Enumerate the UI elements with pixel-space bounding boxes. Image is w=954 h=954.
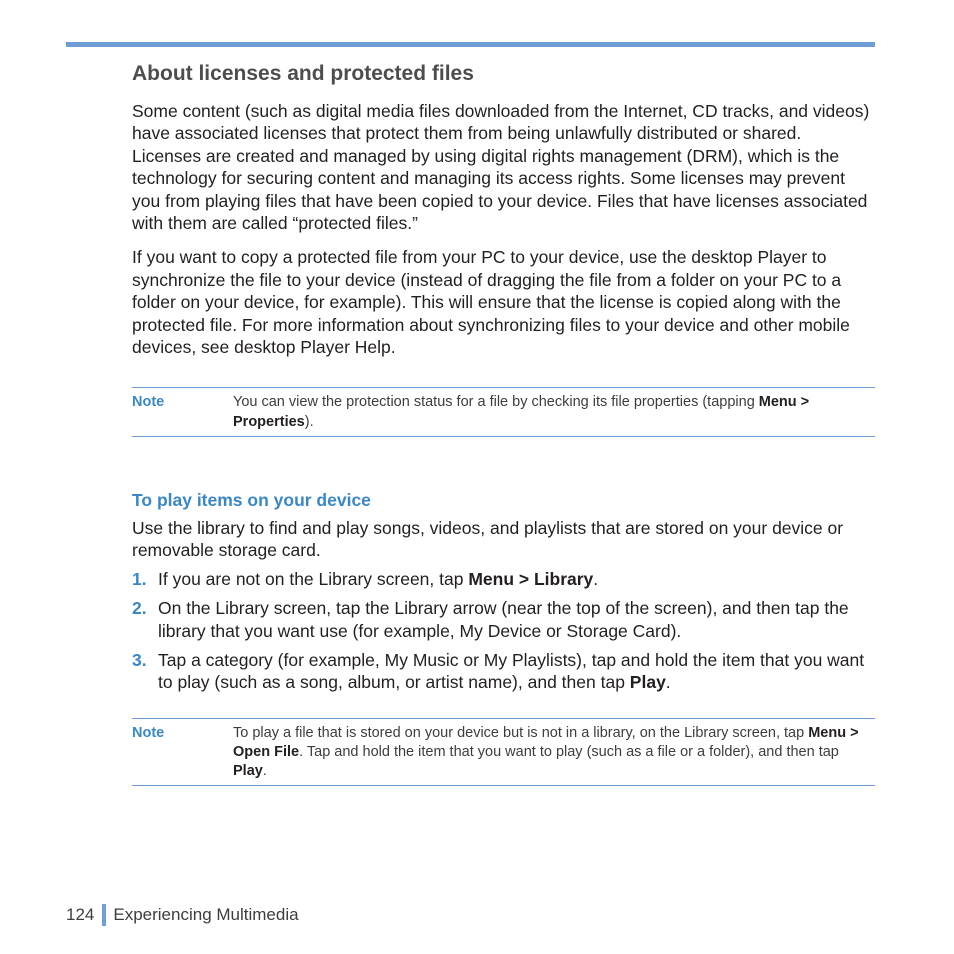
- note-text-part: To play a file that is stored on your device but is not in a library, on the Library screen, tap: [233, 724, 809, 741]
- note-label: Note: [132, 394, 165, 411]
- note-text: [233, 724, 875, 782]
- paragraph-licenses: Some content (such as digital media files downloaded from the Internet, CD tracks, and videos) have associated licenses that protect them from being unlawfully distributed or shared. Licenses are created and managed by using digital rights management (DRM), which is the technology for securing content and managing its access rights. Some licenses may prevent you from playing files that have been copied to your device. Files that have licenses associated with them are called “protected files.”: [132, 101, 870, 234]
- step-text: [158, 597, 875, 642]
- list-item: [132, 568, 875, 590]
- note-text-part: . Tap and hold the item that you want to play (such as a file or a folder), and then tap: [299, 743, 839, 760]
- list-item: [132, 597, 875, 642]
- page-content: [132, 60, 875, 786]
- step-number: 1.: [132, 568, 147, 589]
- note-label: Note: [132, 724, 165, 741]
- note-box-open-file: [132, 718, 875, 787]
- page-footer: [66, 904, 299, 926]
- section-heading: About licenses and protected files: [132, 62, 474, 85]
- note-box-protection: [132, 387, 875, 436]
- step-text-part: Tap a category (for example, My Music or My Playlists), tap and hold the item that you want to play (such as a song, album, or artist name), and then tap: [158, 649, 865, 693]
- note-bold-menu-open-file: Menu > Open File: [233, 724, 859, 760]
- step-text-part: .: [665, 672, 671, 693]
- step-text: [158, 649, 875, 694]
- list-item: [132, 649, 875, 694]
- paragraph-copy-protected: If you want to copy a protected file from your PC to your device, use the desktop Player to synchronize the file to your device (instead of dragging the file from a folder on your PC to a folder on your device, for example). This will ensure that the license is copied along with the protected file. For more information about synchronizing files to your device and other mobile devices, see desktop Player Help.: [132, 247, 850, 358]
- subheading-play-items: To play items on your device: [132, 489, 371, 510]
- step-text-part: .: [593, 568, 599, 589]
- step-number: 3.: [132, 649, 147, 670]
- step-text-part: On the Library screen, tap the Library arrow (near the top of the screen), and then tap the library that you want use (for example, My Device or Storage Card).: [158, 598, 849, 641]
- note-text-part: .: [262, 763, 267, 780]
- step-bold: Play: [629, 672, 666, 693]
- step-text: [158, 568, 598, 590]
- footer-divider: [102, 904, 106, 926]
- note-text-part: ).: [304, 413, 314, 430]
- step-text-part: If you are not on the Library screen, tap: [158, 568, 469, 589]
- footer-section-title: Experiencing Multimedia: [113, 905, 299, 924]
- step-bold: Menu > Library: [468, 568, 594, 589]
- note-text: [233, 393, 875, 431]
- header-rule: [66, 42, 875, 47]
- note-bold-play: Play: [233, 763, 263, 780]
- page-number: 124: [66, 905, 95, 924]
- step-number: 2.: [132, 598, 147, 619]
- note-text-part: You can view the protection status for a file by checking its file properties (tapping: [233, 394, 759, 411]
- note-bold-menu-properties: Menu > Properties: [233, 394, 810, 430]
- paragraph-library-intro: Use the library to find and play songs, videos, and playlists that are stored on your device or removable storage card.: [132, 517, 844, 561]
- steps-list: [132, 568, 875, 694]
